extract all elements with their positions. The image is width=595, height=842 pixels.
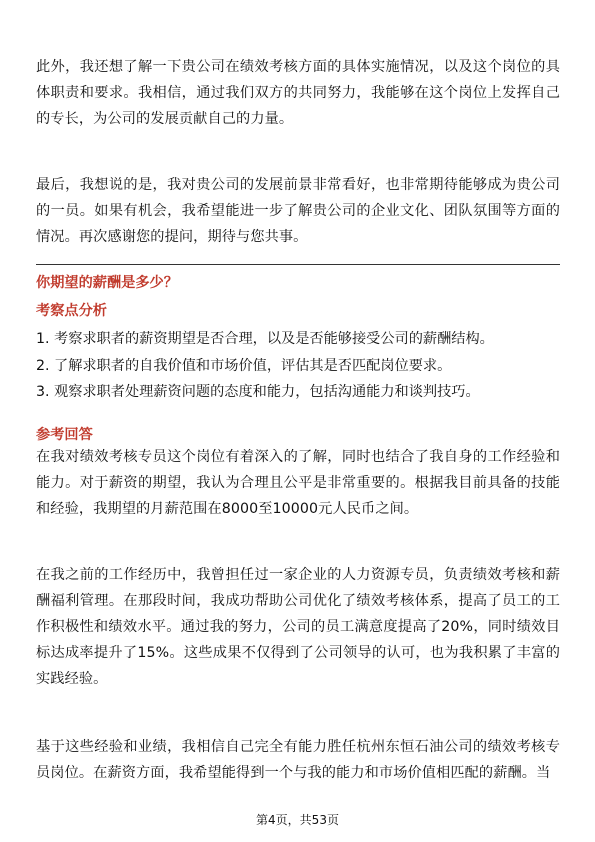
analysis-list [36, 326, 560, 406]
paragraph-closing-remarks: 最后，我想说的是，我对贵公司的发展前景非常看好，也非常期待能够成为贵公司的一员。如果有机会，我希望能进一步了解贵公司的企业文化、团队氛围等方面的情况。再次感谢您的提问，期待与您共事。 [36, 177, 560, 245]
list-item: 1. 考察求职者的薪资期望是否合理，以及是否能够接受公司的薪酬结构。 [36, 331, 494, 347]
list-item: 2. 了解求职者的自我价值和市场价值，评估其是否匹配岗位要求。 [36, 357, 452, 374]
answer-paragraph: 在我之前的工作经历中，我曾担任过一家企业的人力资源专员，负责绩效考核和薪酬福利管理。在那段时间，我成功帮助公司优化了绩效考核体系，提高了员工的工作积极性和绩效水平。通过我的努力，公司的员工满意度提高了20%，同时绩效目标达成率提升了15%。这些成果不仅得到了公司领导的认可，也为我积累了丰富的实践经验。 [36, 567, 560, 687]
answer-paragraph: 基于这些经验和业绩，我相信自己完全有能力胜任杭州东恒石油公司的绩效考核专员岗位。在薪资方面，我希望能得到一个与我的能力和市场价值相匹配的薪酬。当 [36, 739, 560, 781]
analysis-title: 考察点分析 [36, 303, 107, 319]
section-divider [36, 264, 560, 265]
page-number: 第4页，共53页 [256, 813, 339, 827]
answer-title: 参考回答 [36, 427, 93, 443]
question-title: 你期望的薪酬是多少？ [36, 275, 178, 291]
answer-paragraph: 在我对绩效考核专员这个岗位有着深入的了解，同时也结合了我自身的工作经验和能力。对于薪资的期望，我认为合理且公平是非常重要的。根据我目前具备的技能和经验，我期望的月薪范围在8000至10000元人民币之间。 [36, 449, 560, 517]
list-item: 3. 观察求职者处理薪资问题的态度和能力，包括沟通能力和谈判技巧。 [36, 384, 480, 400]
paragraph-intro-performance: 此外，我还想了解一下贵公司在绩效考核方面的具体实施情况，以及这个岗位的具体职责和要求。我相信，通过我们双方的共同努力，我能够在这个岗位上发挥自己的专长，为公司的发展贡献自己的力量。 [36, 59, 560, 127]
